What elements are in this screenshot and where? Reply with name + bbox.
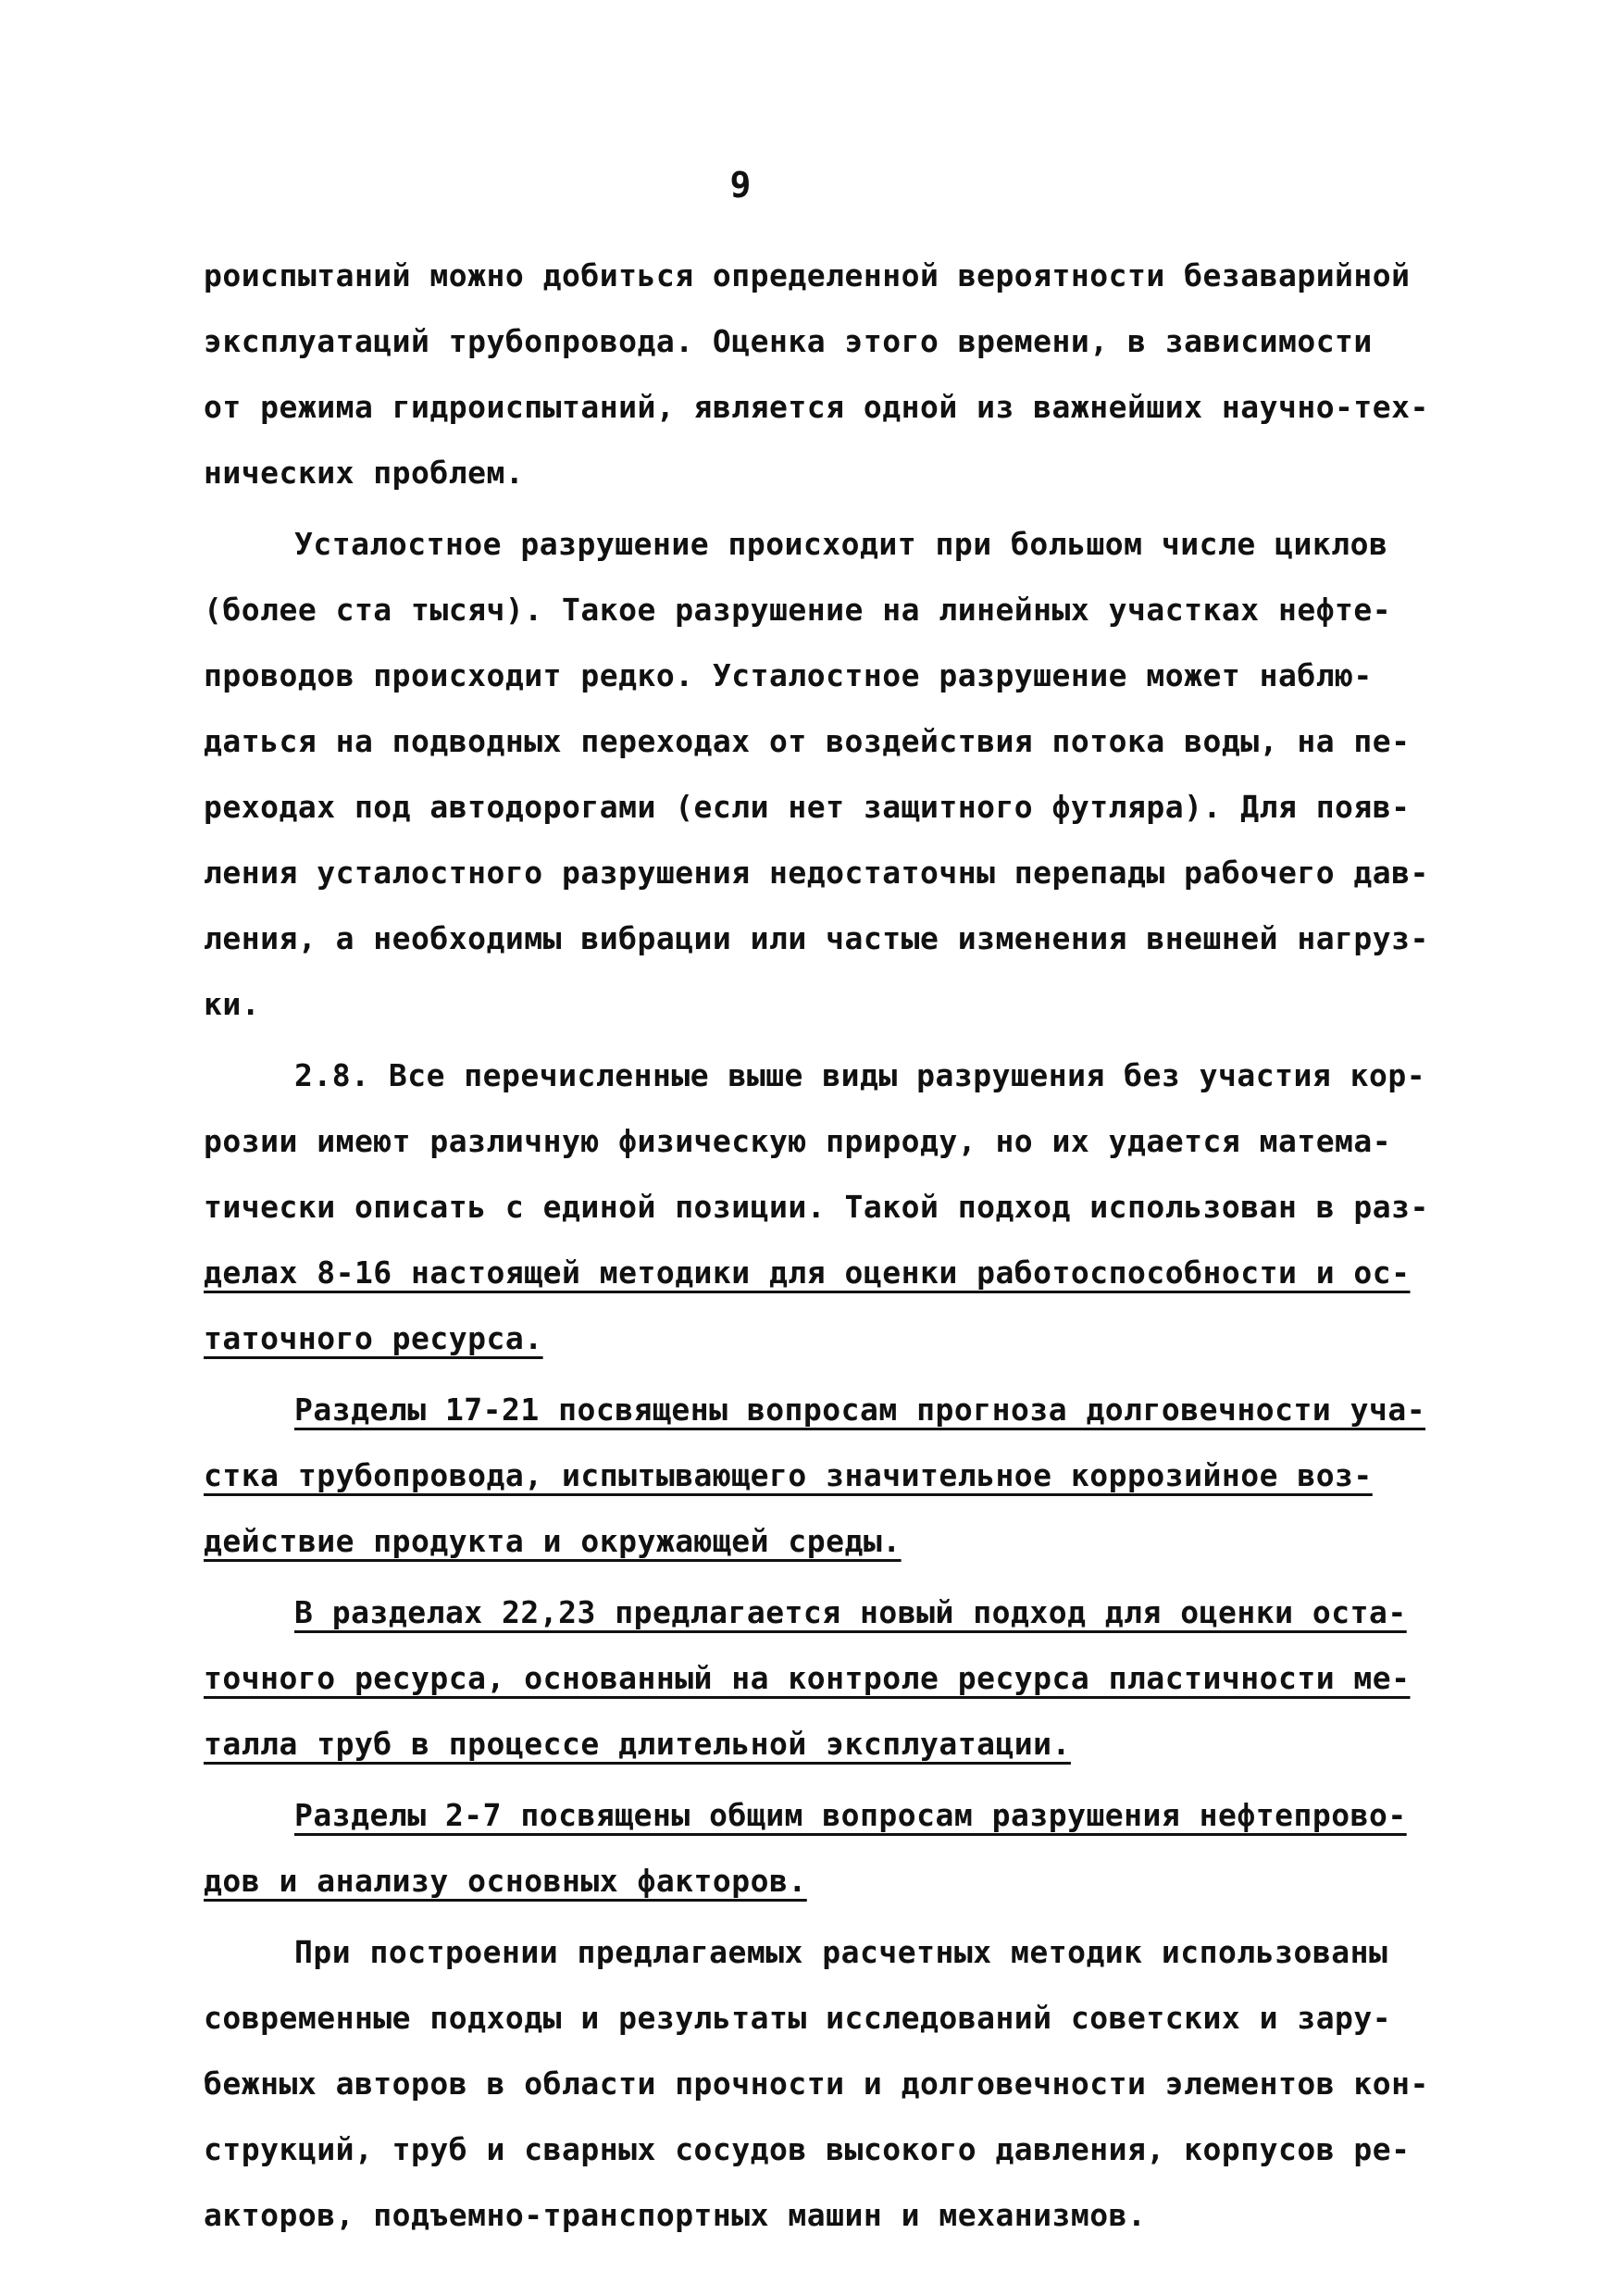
text-line: При построении предлагаемых расчетных методик использованы (294, 1934, 1388, 1970)
page-number: 9 (729, 165, 752, 206)
paragraph-1 (204, 243, 1429, 505)
text-line: ки. (204, 986, 261, 1022)
text-line: розии имеют различную физическую природу, но их удается матема- (204, 1123, 1392, 1159)
paragraph-6 (204, 1782, 1425, 1914)
paragraph-4 (204, 1377, 1425, 1574)
text-line: точного ресурса, основанный на контроле ресурса пластичности ме- (204, 1660, 1411, 1696)
text-line: нических проблем. (204, 455, 525, 491)
text-line: Разделы 2-7 посвящены общим вопросам разрушения нефтепрово- (294, 1797, 1407, 1833)
text-line: роиспытаний можно добиться определенной вероятности безаварийной (204, 257, 1411, 293)
body-text (204, 243, 1429, 2248)
text-line: Разделы 17-21 посвящены вопросам прогноза долговечности уча- (294, 1391, 1426, 1428)
text-line: Усталостное разрушение происходит при большом числе циклов (294, 526, 1388, 562)
text-line: 2.8. Все перечисленные выше виды разрушения без участия кор- (294, 1057, 1426, 1093)
text-line: (более ста тысяч). Такое разрушение на линейных участках нефте- (204, 592, 1392, 628)
paragraph-2 (204, 511, 1429, 1037)
text-line: ления усталостного разрушения недостаточны перепады рабочего дав- (204, 855, 1429, 891)
text-line: действие продукта и окружающей среды. (204, 1523, 902, 1559)
text-line: ления, а необходимы вибрации или частые изменения внешней нагруз- (204, 920, 1429, 956)
text-line: современные подходы и результаты исследований советских и зару- (204, 2000, 1392, 2036)
text-line: дов и анализу основных факторов. (204, 1863, 807, 1899)
text-line: талла труб в процессе длительной эксплуатации. (204, 1726, 1071, 1762)
text-line: реходах под автодорогами (если нет защитного футляра). Для появ- (204, 789, 1411, 825)
text-line: бежных авторов в области прочности и долговечности элементов кон- (204, 2065, 1429, 2102)
text-line: эксплуатаций трубопровода. Оценка этого времени, в зависимости (204, 323, 1373, 359)
text-line: проводов происходит редко. Усталостное разрушение может наблю- (204, 657, 1373, 693)
text-line: таточного ресурса. (204, 1320, 543, 1356)
text-line: В разделах 22,23 предлагается новый подход для оценки оста- (294, 1594, 1407, 1630)
paragraph-7 (204, 1919, 1429, 2248)
paragraph-3 (204, 1042, 1429, 1371)
text-line: делах 8-16 настоящей методики для оценки работоспособности и ос- (204, 1254, 1411, 1291)
text-line: даться на подводных переходах от воздействия потока воды, на пе- (204, 723, 1411, 759)
text-line: стка трубопровода, испытывающего значительное коррозийное воз- (204, 1457, 1373, 1493)
paragraph-5 (204, 1579, 1425, 1777)
text-line: струкций, труб и сварных сосудов высокого давления, корпусов ре- (204, 2131, 1411, 2167)
text-line: акторов, подъемно-транспортных машин и механизмов. (204, 2197, 1147, 2233)
text-line: от режима гидроиспытаний, является одной из важнейших научно-тех- (204, 389, 1429, 425)
text-line: тически описать с единой позиции. Такой подход использован в раз- (204, 1189, 1429, 1225)
